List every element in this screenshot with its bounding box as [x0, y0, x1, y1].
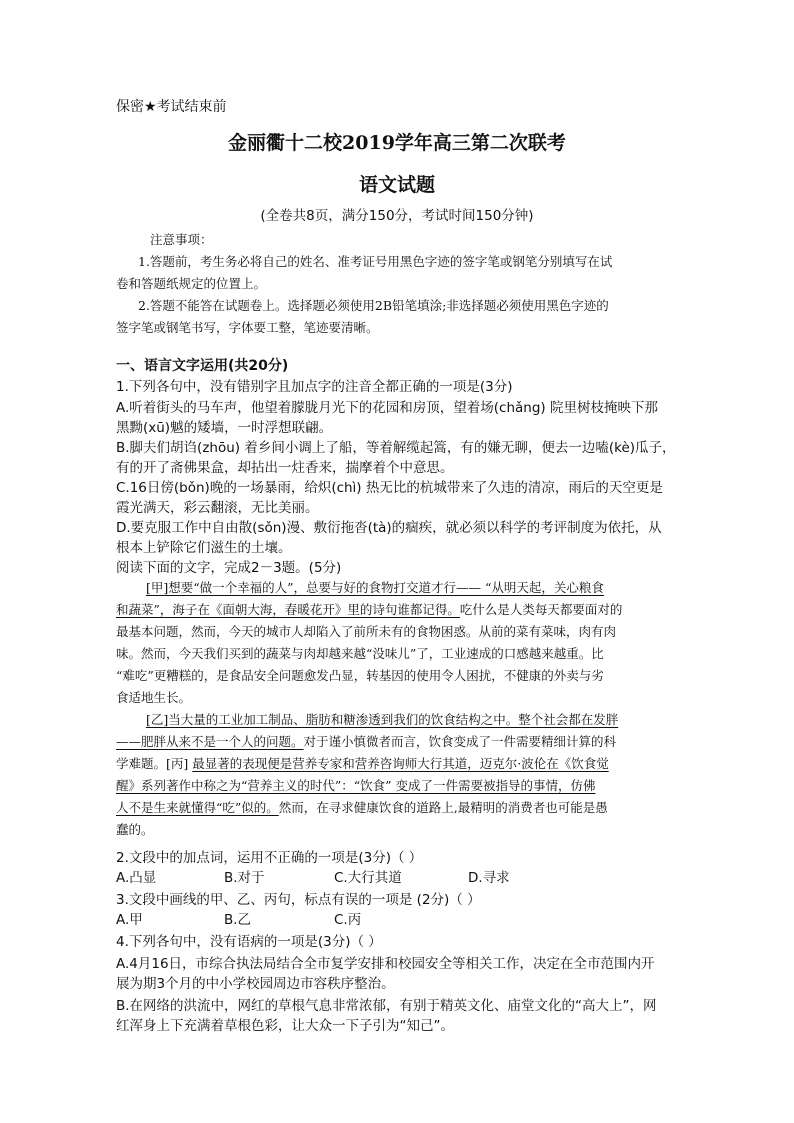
question-1-option-b: B.脚夫们胡诌(zhōu) 着乡间小调上了船，等着解缆起篙，有的嫌无聊，便去一边嗑(kè)瓜子， — [116, 440, 676, 456]
question-3-option-c: C.丙 — [334, 912, 362, 928]
reading-intro: 阅读下面的文字，完成2－3题。(5分) — [116, 560, 342, 576]
passage-line — [116, 754, 609, 772]
passage-line: 蠢的。 — [116, 822, 154, 837]
passage-line — [116, 798, 608, 816]
passage-line: “难吃”更糟糕的，是食品安全问题愈发凸显，转基因的使用令人困扰，不健康的外卖与劣 — [116, 668, 604, 683]
exam-subject: 语文试题 — [358, 174, 435, 196]
question-1-stem: 1.下列各句中，没有错别字且加点字的注音全都正确的一项是(3分) — [116, 379, 513, 395]
question-2-stem: 2.文段中的加点词，运用不正确的一项是(3分)（ ） — [116, 850, 423, 866]
question-1-option-d: D.要克服工作中自由散(sǒn)漫、敷衍拖沓(tà)的痼疾，就必须以科学的考评制度为依托，从 — [116, 520, 662, 536]
section-heading: 一、语言文字运用(共20分) — [116, 358, 289, 374]
question-3-stem: 3.文段中画线的甲、乙、丙句，标点有误的一项是 (2分)（ ） — [116, 892, 481, 908]
question-2-option-d: D.寻求 — [468, 870, 510, 886]
question-2-option-b: B.对于 — [224, 870, 265, 886]
passage-line: 味。然而，今天我们买到的蔬菜与肉却越来越“没味儿”了，工业速成的口感越来越重。比 — [116, 646, 604, 661]
question-1-option-c-cont: 霞光满天，彩云翻滚，无比美丽。 — [116, 500, 319, 516]
passage-text: 学难题。[丙] — [116, 756, 193, 771]
question-1-option-a: A.听着街头的马车声，他望着朦胧月光下的花园和房顶，望着场(chǎng) 院里树枝掩映下那 — [116, 400, 658, 416]
exam-title: 金丽衢十二校2019学年高三第二次联考 — [228, 132, 566, 154]
passage-line — [146, 578, 604, 596]
confidential-label: 保密★考试结束前 — [116, 99, 227, 115]
sentence-jia-cont: 和蔬菜”，海子在《面朝大海，春暖花开》里的诗句谁都记得。 — [116, 602, 460, 617]
question-4-option-b: B.在网络的洪流中，网红的草根气息非常浓郁，有别于精英文化、庙堂文化的“高大上”，网 — [116, 998, 657, 1014]
sentence-yi: [乙]当大量的工业加工制品、脂肪和糖渗透到我们的饮食结构之中。整个社会都在发胖 — [146, 712, 619, 727]
question-2-option-a: A.凸显 — [116, 870, 157, 886]
question-1-option-b-cont: 有的开了斋佛果盒，却拈出一炷香来，揣摩着个中意思。 — [116, 460, 454, 476]
passage-line — [146, 710, 618, 728]
passage-line — [116, 732, 616, 750]
passage-text: 然而，在寻求健康饮食的道路上,最精明的消费者也可能是愚 — [278, 800, 608, 815]
sentence-jia: [甲]想要“做一个幸福的人”，总要与好的食物打交道才行—— “从明天起，关心粮食 — [146, 580, 604, 595]
notice-heading: 注意事项： — [150, 232, 213, 247]
question-1-option-c: C.16日傍(bǒn)晚的一场暴雨，给炽(chì) 热无比的杭城带来了久违的清凉，雨后的天空更是 — [116, 480, 663, 496]
question-2-option-c: C.大行其道 — [334, 870, 402, 886]
question-4-option-b-cont: 红浑身上下充满着草根色彩，让大众一下子引为“知己”。 — [116, 1018, 454, 1034]
passage-line: 最基本问题，然而，今天的城市人却陷入了前所未有的食物困惑。从前的菜有菜味，肉有肉 — [116, 624, 617, 639]
notice-line: 1.答题前，考生务必将自己的姓名、准考证号用黑色字迹的签字笔或钢笔分别填写在试 — [138, 254, 613, 269]
notice-line: 2.答题不能答在试题卷上。选择题必须使用2B铅笔填涂;非选择题必须使用黑色字迹的 — [138, 298, 609, 313]
question-1-option-d-cont: 根本上铲除它们滋生的土壤。 — [116, 540, 292, 556]
passage-line — [116, 600, 622, 618]
question-4-option-a: A.4月16日，市综合执法局结合全市复学安排和校园安全等相关工作，决定在全市范围内开 — [116, 956, 655, 972]
sentence-bing-end: 人不是生来就懂得“吃”似的。 — [116, 800, 279, 815]
sentence-yi-cont: ——肥胖从来不是一个人的问题。 — [116, 734, 304, 749]
exam-info: (全卷共8页，满分150分，考试时间150分钟) — [260, 208, 534, 224]
passage-text: 对于谨小慎微者而言，饮食变成了一件需要精细计算的科 — [303, 734, 617, 749]
question-4-option-a-cont: 展为期3个月的中小学校园周边市容秩序整治。 — [116, 976, 395, 992]
question-4-stem: 4.下列各句中，没有语病的一项是(3分)（ ） — [116, 934, 382, 950]
passage-line: 食适地生长。 — [116, 690, 192, 705]
passage-line — [116, 776, 596, 794]
sentence-bing-cont: 醒》系列著作中称之为“营养主义的时代”：“饮食” 变成了一件需要被指导的事情，仿佛 — [116, 778, 596, 793]
notice-line: 签字笔或钢笔书写，字体要工整，笔迹要清晰。 — [116, 320, 379, 335]
sentence-bing: 最显著的表现便是营养专家和营养咨询师大行其道，迈克尔·波伦在《饮食觉 — [192, 756, 609, 771]
question-3-option-b: B.乙 — [224, 912, 252, 928]
question-1-option-a-cont: 黑黝(xū)魆的矮墙，一时浮想联翩。 — [116, 420, 333, 436]
passage-text: 吃什么是人类每天都要面对的 — [459, 602, 623, 617]
question-3-option-a: A.甲 — [116, 912, 143, 928]
notice-line: 卷和答题纸规定的位置上。 — [116, 276, 267, 291]
